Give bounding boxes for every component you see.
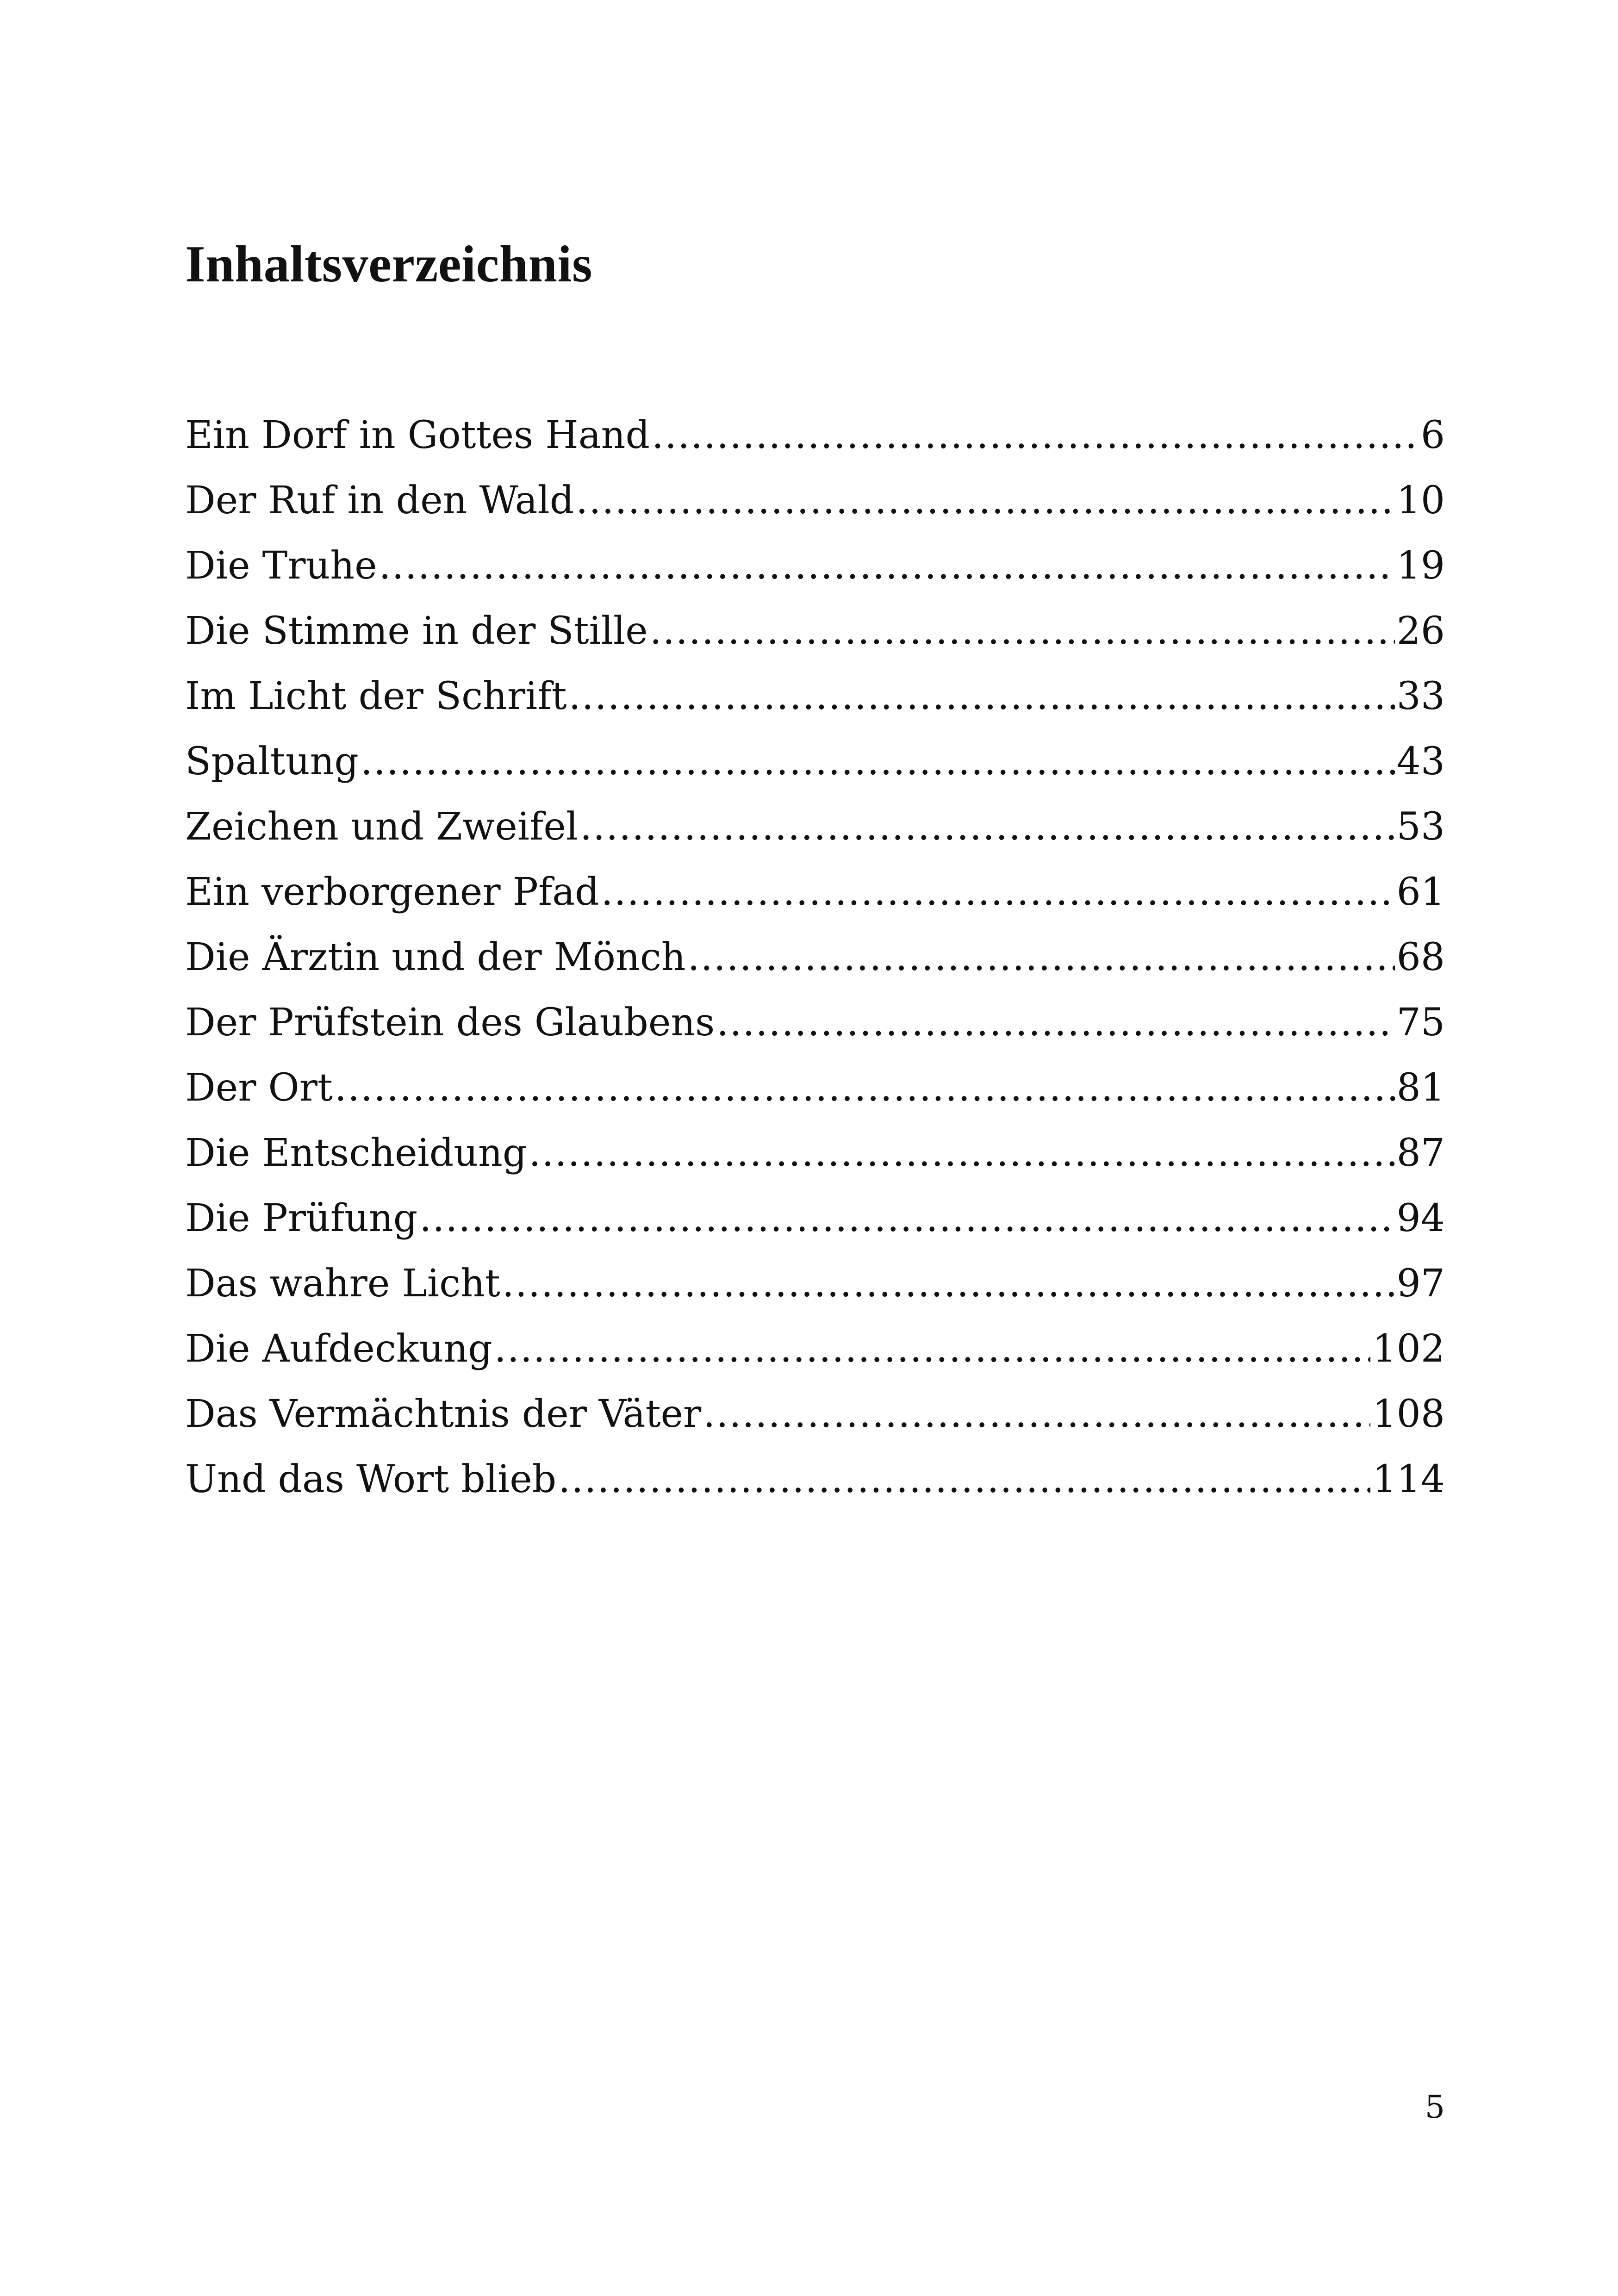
toc-entry-title: Ein verborgener Pfad	[185, 870, 599, 914]
toc-entry[interactable]	[185, 468, 1445, 533]
toc-dot-leader	[569, 664, 1395, 729]
toc-entry-page: 108	[1372, 1392, 1445, 1436]
toc-entry[interactable]	[185, 859, 1445, 925]
toc-entry-page: 97	[1396, 1262, 1445, 1306]
toc-entry-page: 75	[1396, 1001, 1445, 1045]
toc-dot-leader	[419, 1186, 1394, 1251]
toc-entry-page: 114	[1372, 1457, 1445, 1501]
toc-entry-title: Die Entscheidung	[185, 1131, 527, 1175]
toc-entry[interactable]	[185, 1055, 1445, 1120]
toc-entry-page: 43	[1396, 740, 1445, 784]
toc-entry[interactable]	[185, 925, 1445, 990]
toc-entry-page: 61	[1396, 870, 1445, 914]
table-of-contents	[185, 403, 1445, 1512]
toc-dot-leader	[652, 403, 1419, 468]
page-title: Inhaltsverzeichnis	[185, 236, 593, 293]
toc-entry[interactable]	[185, 598, 1445, 664]
toc-entry-page: 68	[1396, 935, 1445, 979]
toc-entry-page: 81	[1396, 1066, 1445, 1110]
toc-entry[interactable]	[185, 403, 1445, 468]
toc-entry[interactable]	[185, 1447, 1445, 1512]
toc-dot-leader	[529, 1120, 1394, 1186]
toc-entry-page: 53	[1396, 805, 1445, 849]
toc-dot-leader	[703, 1381, 1370, 1447]
toc-entry-title: Spaltung	[185, 740, 359, 784]
toc-entry[interactable]	[185, 1186, 1445, 1251]
toc-dot-leader	[688, 925, 1395, 990]
toc-dot-leader	[576, 468, 1394, 533]
toc-entry-title: Das wahre Licht	[185, 1262, 500, 1306]
toc-entry[interactable]	[185, 990, 1445, 1055]
toc-dot-leader	[558, 1447, 1370, 1512]
toc-entry[interactable]	[185, 533, 1445, 598]
toc-entry-title: Die Ärztin und der Mönch	[185, 935, 686, 979]
page-number: 5	[1425, 2089, 1445, 2126]
toc-dot-leader	[335, 1055, 1395, 1120]
toc-entry-page: 19	[1396, 544, 1445, 588]
toc-entry-title: Der Ruf in den Wald	[185, 479, 574, 523]
toc-entry-title: Im Licht der Schrift	[185, 674, 567, 718]
toc-dot-leader	[494, 1316, 1371, 1381]
toc-entry-title: Die Truhe	[185, 544, 377, 588]
toc-entry[interactable]	[185, 1316, 1445, 1381]
toc-entry-page: 102	[1372, 1327, 1445, 1371]
toc-dot-leader	[379, 533, 1395, 598]
toc-dot-leader	[601, 859, 1395, 925]
toc-entry-title: Die Prüfung	[185, 1196, 418, 1240]
toc-entry-title: Die Aufdeckung	[185, 1327, 492, 1371]
toc-entry-title: Und das Wort blieb	[185, 1457, 557, 1501]
toc-entry[interactable]	[185, 1251, 1445, 1316]
toc-entry[interactable]	[185, 729, 1445, 794]
toc-entry-title: Zeichen und Zweifel	[185, 805, 579, 849]
toc-dot-leader	[650, 598, 1395, 664]
toc-entry-title: Der Prüfstein des Glaubens	[185, 1001, 715, 1045]
toc-dot-leader	[580, 794, 1395, 859]
toc-entry-title: Der Ort	[185, 1066, 333, 1110]
toc-entry-page: 94	[1396, 1196, 1445, 1240]
toc-dot-leader	[502, 1251, 1395, 1316]
toc-entry[interactable]	[185, 1381, 1445, 1447]
toc-dot-leader	[361, 729, 1395, 794]
toc-entry-page: 33	[1396, 674, 1445, 718]
toc-entry-page: 6	[1420, 413, 1445, 457]
toc-entry-page: 87	[1396, 1131, 1445, 1175]
toc-entry-page: 26	[1396, 609, 1445, 653]
toc-entry[interactable]	[185, 664, 1445, 729]
toc-entry-title: Das Vermächtnis der Väter	[185, 1392, 702, 1436]
toc-entry-title: Die Stimme in der Stille	[185, 609, 648, 653]
toc-entry-title: Ein Dorf in Gottes Hand	[185, 413, 650, 457]
toc-entry-page: 10	[1396, 479, 1445, 523]
toc-entry[interactable]	[185, 794, 1445, 859]
toc-dot-leader	[716, 990, 1394, 1055]
toc-entry[interactable]	[185, 1120, 1445, 1186]
